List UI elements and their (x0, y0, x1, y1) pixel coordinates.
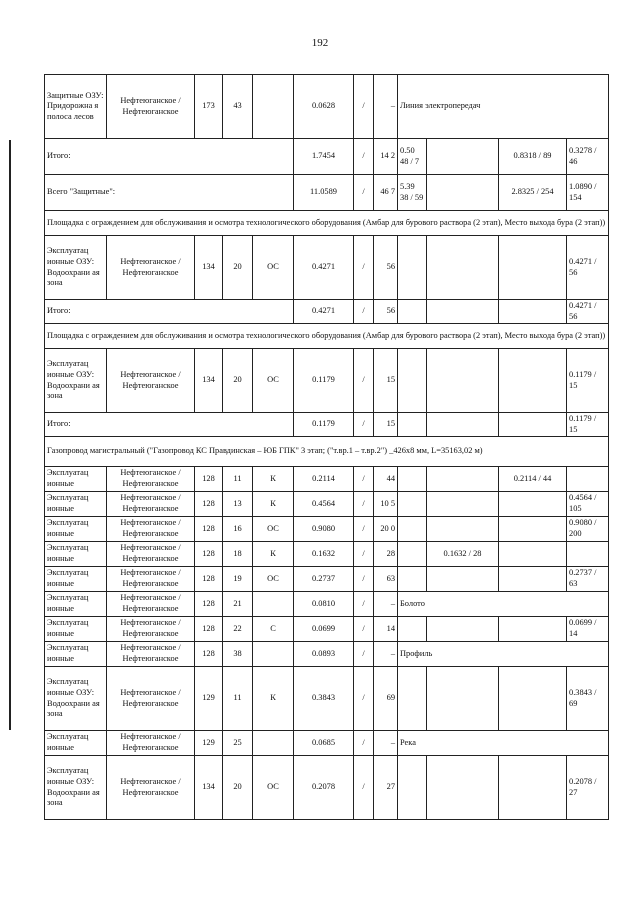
allotment-number: 22 (223, 617, 253, 642)
table-row (45, 756, 609, 820)
land-category: Эксплуатац ионные (45, 542, 107, 567)
page-number: 192 (311, 37, 329, 49)
col9-value (427, 139, 499, 175)
area-value: 11.0589 (294, 175, 354, 211)
quarter-number: 128 (195, 492, 223, 517)
col10-value: 2.8325 / 254 (499, 175, 567, 211)
col11-value: 0.3278 / 46 (567, 139, 609, 175)
land-type-code: ОС (253, 349, 294, 413)
col9-value (427, 349, 499, 413)
col11-value: 0.2737 / 63 (567, 567, 609, 592)
land-type-code: К (253, 667, 294, 731)
quarter-number: 128 (195, 642, 223, 667)
land-category: Эксплуатац ионные ОЗУ: Водоохрани ая зона (45, 236, 107, 300)
fraction-slash: / (354, 413, 374, 437)
col9-value (427, 413, 499, 437)
table-row (45, 467, 609, 492)
forestry-name: Нефтеюганское / Нефтеюганское (107, 617, 195, 642)
quarter-number: 128 (195, 567, 223, 592)
count-value: 46 7 (374, 175, 398, 211)
count-value: 44 (374, 467, 398, 492)
table-row (45, 517, 609, 542)
allotment-number: 18 (223, 542, 253, 567)
col9-value (427, 467, 499, 492)
section-title: Площадка с ограждением для обслуживания и осмотра технологического оборудования (Амбар для бурового раствора (2 этап), Место выхода бура (2 этап)) (45, 324, 609, 349)
col9-value (427, 175, 499, 211)
forestry-name: Нефтеюганское / Нефтеюганское (107, 467, 195, 492)
count-value: 10 5 (374, 492, 398, 517)
allotment-number: 20 (223, 236, 253, 300)
land-type-code: ОС (253, 517, 294, 542)
col8-value (398, 567, 427, 592)
area-value: 0.2114 (294, 467, 354, 492)
land-type-code: С (253, 617, 294, 642)
fraction-slash: / (354, 175, 374, 211)
allotment-number: 19 (223, 567, 253, 592)
land-category: Эксплуатац ионные ОЗУ: Водоохрани ая зона (45, 349, 107, 413)
table-row (45, 236, 609, 300)
quarter-number: 134 (195, 349, 223, 413)
count-value: 56 (374, 300, 398, 324)
col8-value (398, 756, 427, 820)
col11-value: 0.4271 / 56 (567, 236, 609, 300)
area-value: 0.4271 (294, 300, 354, 324)
quarter-number: 173 (195, 75, 223, 139)
quarter-number: 129 (195, 667, 223, 731)
col8-value (398, 300, 427, 324)
forestry-name: Нефтеюганское / Нефтеюганское (107, 349, 195, 413)
count-value: 56 (374, 236, 398, 300)
col10-value (499, 756, 567, 820)
col10-value (499, 517, 567, 542)
forestry-name: Нефтеюганское / Нефтеюганское (107, 542, 195, 567)
table-row (45, 731, 609, 756)
allotment-number: 20 (223, 349, 253, 413)
col8-value (398, 542, 427, 567)
col10-value (499, 567, 567, 592)
forestry-name: Нефтеюганское / Нефтеюганское (107, 236, 195, 300)
col8-value (398, 413, 427, 437)
note-text: Река (398, 731, 609, 756)
col11-value: 0.1179 / 15 (567, 413, 609, 437)
count-value: 14 2 (374, 139, 398, 175)
land-type-code: К (253, 492, 294, 517)
area-value: 0.0628 (294, 75, 354, 139)
total-label: Итого: (45, 413, 294, 437)
col10-value (499, 492, 567, 517)
section-title: Площадка с ограждением для обслуживания и осмотра технологического оборудования (Амбар для бурового раствора (2 этап), Место выхода бура (2 этап)) (45, 211, 609, 236)
quarter-number: 134 (195, 756, 223, 820)
fraction-slash: / (354, 756, 374, 820)
land-category: Эксплуатац ионные ОЗУ: Водоохрани ая зона (45, 756, 107, 820)
allotment-number: 11 (223, 467, 253, 492)
table-row (45, 667, 609, 731)
count-value: 27 (374, 756, 398, 820)
table-row (45, 492, 609, 517)
note-text: Профиль (398, 642, 609, 667)
land-type-code: ОС (253, 567, 294, 592)
land-type-code (253, 731, 294, 756)
fraction-slash: / (354, 642, 374, 667)
fraction-slash: / (354, 517, 374, 542)
col8-value (398, 236, 427, 300)
fraction-slash: / (354, 731, 374, 756)
col11-value (567, 542, 609, 567)
land-category: Эксплуатац ионные (45, 567, 107, 592)
col8-value (398, 349, 427, 413)
col10-value (499, 413, 567, 437)
count-value: 28 (374, 542, 398, 567)
col11-value: 0.9080 / 200 (567, 517, 609, 542)
land-category: Эксплуатац ионные (45, 492, 107, 517)
section-header-row (45, 324, 609, 349)
fraction-slash: / (354, 75, 374, 139)
count-value: 14 (374, 617, 398, 642)
land-type-code: К (253, 542, 294, 567)
forestry-name: Нефтеюганское / Нефтеюганское (107, 667, 195, 731)
margin-rule (9, 140, 11, 730)
land-category: Эксплуатац ионные (45, 642, 107, 667)
col9-value (427, 517, 499, 542)
area-value: 0.3843 (294, 667, 354, 731)
col9-value (427, 300, 499, 324)
area-value: 0.1179 (294, 413, 354, 437)
count-value: – (374, 592, 398, 617)
fraction-slash: / (354, 567, 374, 592)
col8-value: 0.50 48 / 7 (398, 139, 427, 175)
fraction-slash: / (354, 592, 374, 617)
total-label: Итого: (45, 300, 294, 324)
area-value: 0.0893 (294, 642, 354, 667)
table-row (45, 349, 609, 413)
count-value: 63 (374, 567, 398, 592)
land-type-code (253, 75, 294, 139)
area-value: 0.4564 (294, 492, 354, 517)
total-row (45, 139, 609, 175)
note-text: Болото (398, 592, 609, 617)
col8-value (398, 467, 427, 492)
land-category: Эксплуатац ионные ОЗУ: Водоохрани ая зона (45, 667, 107, 731)
col9-value (427, 567, 499, 592)
col10-value (499, 349, 567, 413)
area-value: 0.0699 (294, 617, 354, 642)
land-category: Эксплуатац ионные (45, 467, 107, 492)
area-value: 0.0810 (294, 592, 354, 617)
land-plot-table (44, 74, 609, 820)
col11-value: 0.0699 / 14 (567, 617, 609, 642)
col8-value: 5.39 38 / 59 (398, 175, 427, 211)
col8-value (398, 517, 427, 542)
land-type-code: ОС (253, 236, 294, 300)
land-type-code: ОС (253, 756, 294, 820)
area-value: 0.2078 (294, 756, 354, 820)
land-type-code: К (253, 467, 294, 492)
total-row (45, 175, 609, 211)
col8-value (398, 617, 427, 642)
count-value: 69 (374, 667, 398, 731)
table-row (45, 542, 609, 567)
count-value: – (374, 731, 398, 756)
col9-value (427, 492, 499, 517)
forestry-name: Нефтеюганское / Нефтеюганское (107, 731, 195, 756)
quarter-number: 128 (195, 517, 223, 542)
forestry-name: Нефтеюганское / Нефтеюганское (107, 75, 195, 139)
forestry-name: Нефтеюганское / Нефтеюганское (107, 642, 195, 667)
section-header-row (45, 437, 609, 467)
land-type-code (253, 592, 294, 617)
allotment-number: 25 (223, 731, 253, 756)
fraction-slash: / (354, 236, 374, 300)
col10-value (499, 667, 567, 731)
table-row (45, 75, 609, 139)
fraction-slash: / (354, 349, 374, 413)
quarter-number: 134 (195, 236, 223, 300)
land-category: Эксплуатац ионные (45, 592, 107, 617)
total-row (45, 300, 609, 324)
total-label: Итого: (45, 139, 294, 175)
fraction-slash: / (354, 667, 374, 731)
col8-value (398, 667, 427, 731)
table-row (45, 617, 609, 642)
col9-value (427, 667, 499, 731)
table-row (45, 592, 609, 617)
allotment-number: 38 (223, 642, 253, 667)
fraction-slash: / (354, 139, 374, 175)
land-category: Эксплуатац ионные (45, 517, 107, 542)
area-value: 0.1179 (294, 349, 354, 413)
section-title: Газопровод магистральный ("Газопровод КС Правдинская – ЮБ ГПК" 3 этап; ("т.вр.1 – т.вр.2") _426х8 мм, L=35163,02 м) (45, 437, 609, 467)
count-value: 15 (374, 413, 398, 437)
col9-value (427, 617, 499, 642)
col11-value: 0.4564 / 105 (567, 492, 609, 517)
land-category: Эксплуатац ионные (45, 617, 107, 642)
col11-value: 0.1179 / 15 (567, 349, 609, 413)
col10-value (499, 617, 567, 642)
col10-value (499, 300, 567, 324)
area-value: 0.4271 (294, 236, 354, 300)
forestry-name: Нефтеюганское / Нефтеюганское (107, 517, 195, 542)
count-value: 20 0 (374, 517, 398, 542)
quarter-number: 128 (195, 542, 223, 567)
allotment-number: 21 (223, 592, 253, 617)
col11-value: 1.0890 / 154 (567, 175, 609, 211)
col11-value (567, 467, 609, 492)
area-value: 1.7454 (294, 139, 354, 175)
col10-value (499, 236, 567, 300)
col11-value: 0.2078 / 27 (567, 756, 609, 820)
col9-value (427, 236, 499, 300)
total-row (45, 413, 609, 437)
col10-value (499, 542, 567, 567)
count-value: – (374, 642, 398, 667)
allotment-number: 11 (223, 667, 253, 731)
fraction-slash: / (354, 300, 374, 324)
col8-value (398, 492, 427, 517)
allotment-number: 20 (223, 756, 253, 820)
table-row (45, 642, 609, 667)
section-header-row (45, 211, 609, 236)
count-value: – (374, 75, 398, 139)
area-value: 0.0685 (294, 731, 354, 756)
forestry-name: Нефтеюганское / Нефтеюганское (107, 492, 195, 517)
col11-value: 0.3843 / 69 (567, 667, 609, 731)
col9-value: 0.1632 / 28 (427, 542, 499, 567)
table-row (45, 567, 609, 592)
fraction-slash: / (354, 617, 374, 642)
col10-value: 0.2114 / 44 (499, 467, 567, 492)
count-value: 15 (374, 349, 398, 413)
col10-value: 0.8318 / 89 (499, 139, 567, 175)
forestry-name: Нефтеюганское / Нефтеюганское (107, 756, 195, 820)
fraction-slash: / (354, 542, 374, 567)
col9-value (427, 756, 499, 820)
fraction-slash: / (354, 467, 374, 492)
fraction-slash: / (354, 492, 374, 517)
area-value: 0.9080 (294, 517, 354, 542)
quarter-number: 129 (195, 731, 223, 756)
allotment-number: 13 (223, 492, 253, 517)
quarter-number: 128 (195, 617, 223, 642)
col11-value: 0.4271 / 56 (567, 300, 609, 324)
area-value: 0.1632 (294, 542, 354, 567)
land-category: Защитные ОЗУ: Придорожна я полоса лесов (45, 75, 107, 139)
area-value: 0.2737 (294, 567, 354, 592)
land-type-code (253, 642, 294, 667)
quarter-number: 128 (195, 592, 223, 617)
land-category: Эксплуатац ионные (45, 731, 107, 756)
allotment-number: 16 (223, 517, 253, 542)
total-label: Всего "Защитные": (45, 175, 294, 211)
note-text: Линия электропередач (398, 75, 609, 139)
quarter-number: 128 (195, 467, 223, 492)
forestry-name: Нефтеюганское / Нефтеюганское (107, 567, 195, 592)
forestry-name: Нефтеюганское / Нефтеюганское (107, 592, 195, 617)
allotment-number: 43 (223, 75, 253, 139)
